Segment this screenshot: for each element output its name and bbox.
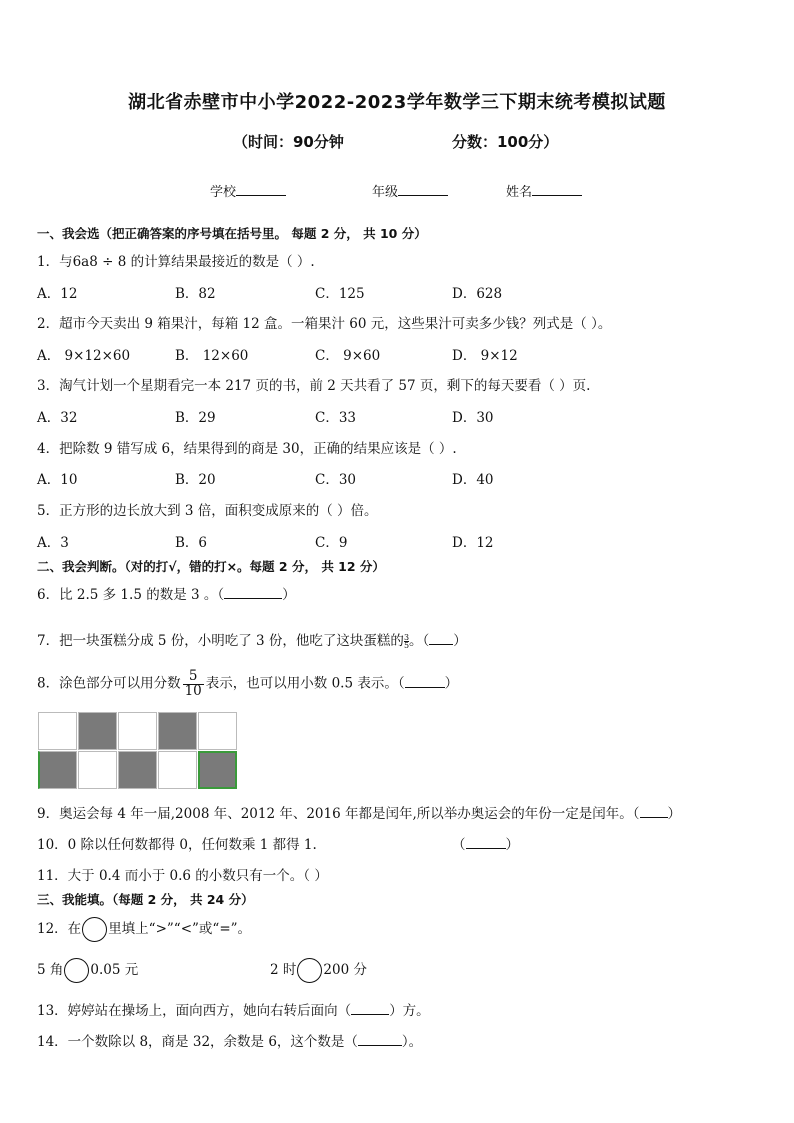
q2-option-b: B． 12×60 [175,348,249,364]
question-4: 4．把除数 9 错写成 6，结果得到的商是 30，正确的结果应该是（ ）. [37,441,457,457]
q1-option-c: C．125 [315,286,365,302]
q4-option-d: D．40 [452,472,494,488]
compare-circle [82,917,107,942]
q3-option-a: A．32 [37,410,78,426]
q10-answer: （ ） [452,837,519,853]
q12-item-b: 2 时 200 分 [270,958,367,983]
q1-option-d: D．628 [452,286,503,302]
q4-option-a: A．10 [37,472,78,488]
question-12: 12．在 里填上“>”“<”或“=”。 [37,917,251,942]
grade-field [372,181,448,200]
q10-blank[interactable] [466,836,506,849]
q9-blank[interactable] [640,805,668,818]
q2-option-c: C． 9×60 [315,348,381,364]
school-label: 学校 [210,185,237,200]
grid-cell [198,712,237,750]
question-10: 10．0 除以任何数都得 0，任何数乘 1 都得 1. [37,837,317,853]
q2-option-a: A． 9×12×60 [37,348,131,364]
exam-time: （时间：90分钟 [233,133,344,151]
q14-blank[interactable] [358,1033,402,1046]
school-field [210,181,286,200]
question-7: 7．把一块蛋糕分成 5 份，小明吃了 3 份，他吃了这块蛋糕的 $\frac{3}{5}$。（ ） [37,632,467,650]
exam-score: 分数：100分） [452,133,559,151]
grid-cell-shaded [78,712,117,750]
question-1: 1．与6a8 ÷ 8 的计算结果最接近的数是（ ）. [37,254,315,270]
q7-fraction: $\frac{3}{5}$ [403,632,410,650]
q6-blank[interactable] [224,586,282,599]
grid-cell [78,751,117,789]
q12-item-a: 5 角 0.05 元 [37,958,138,983]
name-label: 姓名 [506,185,533,200]
q5-option-a: A．3 [37,535,69,551]
question-8: 8．涂色部分可以用分数 $\frac{5}{10}$ 表示，也可以用小数 0.5 表示。（ ） [37,668,459,699]
grid-cell-shaded [158,712,197,750]
question-6: 6．比 2.5 多 1.5 的数是 3 。（ ） [37,587,296,603]
grid-cell-shaded-selected [198,751,237,789]
grid-cell [38,712,77,750]
question-3: 3．淘气计划一个星期看完一本 217 页的书，前 2 天共看了 57 页，剩下的每天要看（ ）页. [37,378,591,394]
q13-blank[interactable] [351,1002,389,1015]
page-title: 湖北省赤壁市中小学2022-2023学年数学三下期末统考模拟试题 [128,92,666,113]
grid-cell-shaded [38,751,77,789]
q1-option-b: B．82 [175,286,216,302]
grid-cell [158,751,197,789]
q5-option-d: D．12 [452,535,494,551]
question-13: 13．婷婷站在操场上，面向西方，她向右转后面向（ ）方。 [37,1003,430,1019]
q2-option-d: D． 9×12 [452,348,518,364]
grid-cell [118,712,157,750]
question-2: 2．超市今天卖出 9 箱果汁，每箱 12 盒。一箱果汁 60 元，这些果汁可卖多少钱？列式是（ ）。 [37,316,612,332]
compare-circle-a[interactable] [64,958,89,983]
name-field [506,181,582,200]
grid-cell-shaded [118,751,157,789]
q3-option-c: C．33 [315,410,357,426]
section-3-heading: 三、我能填。（每题 2 分， 共 24 分） [37,892,254,907]
q7-blank[interactable] [429,632,453,645]
section-2-heading: 二、我会判断。（对的打√，错的打×。每题 2 分， 共 12 分） [37,559,385,574]
question-9: 9．奥运会每 4 年一届,2008 年、2012 年、2016 年都是闰年,所以举办奥运会的年份一定是闰年。（ ） [37,806,682,822]
q5-option-b: B．6 [175,535,208,551]
q5-option-c: C．9 [315,535,348,551]
question-5: 5．正方形的边长放大到 3 倍，面积变成原来的（ ）倍。 [37,503,378,519]
grade-label: 年级 [372,185,399,200]
compare-circle-b[interactable] [297,958,322,983]
q1-option-a: A．12 [37,286,78,302]
q4-option-b: B．20 [175,472,216,488]
section-1-heading: 一、我会选（把正确答案的序号填在括号里。 每题 2 分， 共 10 分） [37,226,427,241]
shaded-grid-figure [38,712,238,790]
question-14: 14．一个数除以 8，商是 32，余数是 6，这个数是（ ）。 [37,1034,423,1050]
q8-blank[interactable] [405,675,445,688]
q3-option-d: D．30 [452,410,494,426]
q3-option-b: B．29 [175,410,216,426]
question-11: 11．大于 0.4 而小于 0.6 的小数只有一个。（ ） [37,868,328,884]
q8-fraction: $\frac{5}{10}$ [184,668,202,699]
q4-option-c: C．30 [315,472,357,488]
